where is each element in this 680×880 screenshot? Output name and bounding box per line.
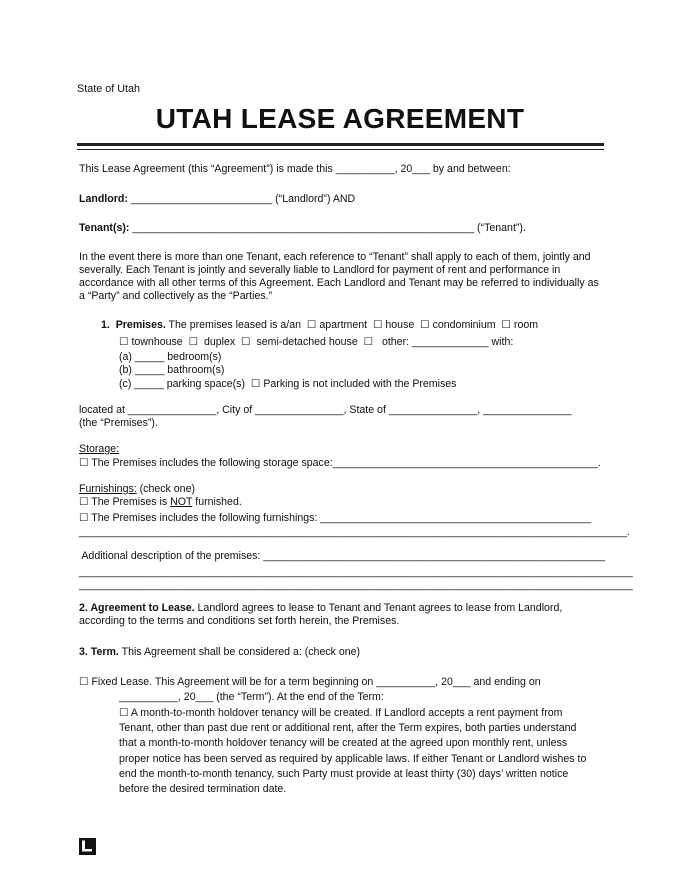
furnishings-includes-option: ☐ The Premises includes the following furnishings: ______________________________________________ [79, 512, 592, 524]
agreement-text: Landlord agrees to lease to Tenant and Tenant agrees to lease from Landlord, according to the terms and conditions set forth herein, the Premises. [79, 602, 563, 627]
furnishings-not-pre: ☐ The Premises is [79, 496, 171, 508]
tenant-blank: __________________________________________________________ (“Tenant”). [129, 222, 526, 234]
tenant-line [79, 222, 526, 235]
tenant-label: Tenant(s): [79, 222, 130, 234]
storage-heading: Storage: [79, 443, 120, 455]
fixed-lease-line-2: __________, 20___ (the “Term”). At the end of the Term: [119, 691, 384, 703]
landlord-line [79, 193, 355, 206]
term-label: 3. Term. [79, 646, 119, 658]
landlord-label: Landlord: [79, 193, 128, 205]
fixed-lease-line-1: ☐ Fixed Lease. This Agreement will be for a term beginning on __________, 20___ and ending on [79, 676, 541, 688]
state-label: State of Utah [77, 83, 141, 95]
title-rule-thick [77, 143, 604, 146]
premises-definition: (the “Premises”). [79, 417, 158, 429]
title-rule-thin [77, 149, 604, 150]
agreement-label: 2. Agreement to Lease. [79, 602, 195, 614]
intro-line: This Lease Agreement (this “Agreement”) is made this __________, 20___ by and between: [79, 163, 511, 175]
premises-label: Premises. [115, 319, 166, 331]
agreement-paragraph [79, 602, 601, 628]
premises-type-options: The premises leased is a/an ☐ apartment ☐ house ☐ condominium ☐ room [165, 319, 539, 331]
furnishings-not-word: NOT [170, 496, 193, 508]
furnishings-heading-line [79, 483, 195, 496]
premises-number: 1. [101, 319, 110, 331]
furnishings-not-option [79, 496, 242, 509]
furnishings-blank-line: _____________________________________________________________________________________________. [79, 526, 630, 538]
holdover-paragraph: ☐ A month-to-month holdover tenancy will be created. If Landlord accepts a rent payment from Tenant, other than past due rent or additional rent, after the Term expires, both parties understand that a month-to-month holdover tenancy will be created at the agreed upon monthly rent, unless proper notice has been served as required by applicable laws. If either Tenant or Landlord wishes to end the month-to-month tenancy, such Party must provide at least thirty (30) days’ written notice before the desired termination date. [119, 707, 587, 796]
premises-location: located at _______________, City of _______________, State of _______________, _______________ [79, 404, 572, 416]
premises-line-2: ☐ townhouse ☐ duplex ☐ semi-detached house ☐ other: _____________ with: [119, 336, 514, 348]
premises-parking: (c) _____ parking space(s) ☐ Parking is not included with the Premises [119, 378, 457, 390]
premises-bedrooms: (a) _____ bedroom(s) [119, 351, 222, 363]
document-logo-icon [79, 838, 96, 855]
furnishings-note: (check one) [136, 483, 195, 495]
premises-bathrooms: (b) _____ bathroom(s) [119, 364, 225, 376]
furnishings-heading: Furnishings: [79, 483, 137, 495]
additional-description-line: Additional description of the premises: __________________________________________________________ [79, 550, 606, 562]
term-text: This Agreement shall be considered a: (check one) [118, 646, 361, 658]
document-title: UTAH LEASE AGREEMENT [155, 103, 525, 134]
premises-line-1 [101, 319, 538, 332]
storage-line: ☐ The Premises includes the following storage space:_____________________________________________. [79, 457, 601, 469]
parties-paragraph: In the event there is more than one Tenant, each reference to “Tenant” shall apply to each of them, jointly and severally. Each Tenant is jointly and severally liable to Landlord for payment of rent and performance in accordance with all other terms of this Agreement. Each Landlord and Tenant may be referred to individually as a “Party” and collectively as the “Parties.” [79, 251, 599, 302]
furnishings-not-post: furnished. [192, 496, 242, 508]
landlord-blank: ________________________ (“Landlord”) AND [127, 193, 356, 205]
additional-blank-2: ______________________________________________________________________________________________ [79, 579, 633, 591]
term-line [79, 646, 360, 659]
additional-blank-1: ______________________________________________________________________________________________ [79, 566, 633, 578]
